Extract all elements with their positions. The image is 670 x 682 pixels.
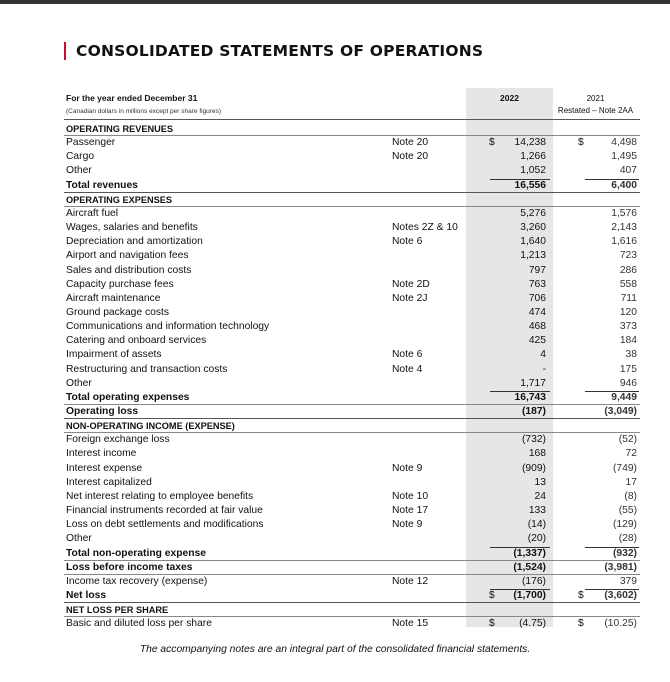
- value-2022: 1,640: [520, 236, 546, 247]
- value-2021: 286: [619, 265, 637, 276]
- table-row: [64, 292, 640, 306]
- row-note-ref: Note 20: [392, 137, 429, 148]
- value-2022: 763: [528, 279, 546, 290]
- row-label: Operating loss: [66, 406, 139, 417]
- column-header-2022: 2022: [500, 93, 519, 103]
- value-2021: 711: [620, 293, 637, 304]
- row-note-ref: Note 9: [392, 519, 423, 530]
- section-header-row: [64, 419, 640, 433]
- page-title: CONSOLIDATED STATEMENTS OF OPERATIONS: [76, 42, 484, 60]
- row-label: Restructuring and transaction costs: [66, 364, 228, 375]
- value-2022: 14,238: [514, 137, 546, 148]
- row-label: Depreciation and amortization: [66, 236, 203, 247]
- row-label: Impairment of assets: [66, 349, 162, 360]
- row-note-ref: Note 12: [392, 576, 429, 587]
- currency-symbol-2021: $: [578, 618, 584, 629]
- value-2022: 133: [528, 505, 546, 516]
- value-2022: 4: [540, 349, 546, 360]
- row-note-ref: Note 4: [392, 364, 423, 375]
- value-2022: (187): [521, 406, 546, 417]
- table-row: [64, 391, 640, 405]
- value-2021: (8): [624, 491, 637, 502]
- footer-note: The accompanying notes are an integral part of the consolidated financial statements.: [139, 644, 531, 655]
- column-header-2021-year: 2021: [586, 94, 605, 103]
- table-row: [64, 249, 640, 263]
- value-2021: (749): [612, 463, 637, 474]
- table-row: [64, 447, 640, 461]
- row-label: Net interest relating to employee benefits: [66, 491, 254, 502]
- subtotal-rule: [585, 547, 639, 548]
- row-label: Loss before income taxes: [66, 562, 193, 573]
- row-label: Capacity purchase fees: [66, 279, 174, 290]
- value-2021: 2,143: [611, 222, 637, 233]
- value-2021: 379: [619, 576, 637, 587]
- value-2022: 24: [534, 491, 546, 502]
- row-label: Foreign exchange loss: [66, 434, 170, 445]
- value-2021: 558: [619, 279, 637, 290]
- table-row: [64, 504, 640, 518]
- value-2022: (1,337): [513, 548, 546, 559]
- row-label: Basic and diluted loss per share: [66, 618, 212, 629]
- row-label: Aircraft maintenance: [66, 293, 161, 304]
- row-note-ref: Note 2J: [392, 293, 428, 304]
- top-border: [0, 0, 670, 4]
- row-rule: [64, 192, 640, 193]
- row-label: Total operating expenses: [66, 392, 190, 403]
- value-2021: 184: [619, 335, 637, 346]
- value-2021: 1,576: [611, 208, 637, 219]
- row-label: OPERATING REVENUES: [66, 124, 174, 134]
- table-row: [64, 221, 640, 235]
- table-row: [64, 547, 640, 561]
- value-2022: 474: [528, 307, 546, 318]
- value-2022: (20): [527, 533, 546, 544]
- value-2021: (10.25): [604, 618, 637, 629]
- row-label: Catering and onboard services: [66, 335, 207, 346]
- value-2022: 1,717: [520, 378, 546, 389]
- value-2022: (909): [521, 463, 546, 474]
- value-2022: 5,276: [520, 208, 546, 219]
- row-label: Income tax recovery (expense): [66, 576, 208, 587]
- section-header-row: [64, 193, 640, 207]
- row-label: NET LOSS PER SHARE: [66, 605, 169, 615]
- row-label: Interest expense: [66, 463, 143, 474]
- table-row: [64, 490, 640, 504]
- value-2021: 17: [625, 477, 637, 488]
- table-row: [64, 334, 640, 348]
- value-2022: 168: [528, 448, 546, 459]
- value-2021: (28): [618, 533, 637, 544]
- subtotal-rule: [490, 547, 550, 548]
- header-rule: [64, 119, 640, 120]
- currency-symbol-2022: $: [489, 618, 495, 629]
- row-note-ref: Note 15: [392, 618, 429, 629]
- row-note-ref: Notes 2Z & 10: [392, 222, 458, 233]
- value-2022: (732): [521, 434, 546, 445]
- subtotal-rule: [585, 391, 639, 392]
- table-row: [64, 617, 640, 631]
- value-2021: 407: [619, 165, 637, 176]
- row-label: Total non-operating expense: [66, 548, 206, 559]
- row-label: Interest capitalized: [66, 477, 152, 488]
- value-2021: (3,602): [604, 590, 637, 601]
- row-label: OPERATING EXPENSES: [66, 195, 173, 205]
- subtotal-rule: [585, 589, 639, 590]
- row-label: Financial instruments recorded at fair value: [66, 505, 263, 516]
- row-rule: [64, 602, 640, 603]
- value-2021: (55): [618, 505, 637, 516]
- value-2022: 1,213: [520, 250, 546, 261]
- row-note-ref: Note 2D: [392, 279, 430, 290]
- table-row: [64, 405, 640, 419]
- subtotal-rule: [490, 589, 550, 590]
- value-2022: -: [542, 364, 546, 375]
- title-block: [64, 41, 483, 61]
- section-header-row: [64, 122, 640, 136]
- subtotal-rule: [585, 179, 639, 180]
- row-note-ref: Note 9: [392, 463, 423, 474]
- value-2022: 16,743: [514, 392, 546, 403]
- value-2022: (176): [521, 576, 546, 587]
- value-2021: 38: [625, 349, 637, 360]
- table-row: [64, 476, 640, 490]
- currency-symbol-2022: $: [489, 137, 495, 148]
- table-row: [64, 462, 640, 476]
- row-rule: [64, 418, 640, 419]
- value-2021: (129): [612, 519, 637, 530]
- row-label: Communications and information technology: [66, 321, 270, 332]
- value-2022: (4.75): [519, 618, 546, 629]
- row-note-ref: Note 6: [392, 349, 423, 360]
- value-2022: (14): [527, 519, 546, 530]
- table-row: [64, 320, 640, 334]
- value-2022: 1,052: [520, 165, 546, 176]
- row-note-ref: Note 20: [392, 151, 429, 162]
- row-label: Total revenues: [66, 180, 138, 191]
- subtotal-rule: [490, 179, 550, 180]
- table-row: [64, 235, 640, 249]
- table-row: [64, 433, 640, 447]
- value-2021: 723: [619, 250, 637, 261]
- value-2022: 468: [528, 321, 546, 332]
- row-label: Sales and distribution costs: [66, 265, 192, 276]
- table-row: [64, 518, 640, 532]
- row-label: Net loss: [66, 590, 107, 601]
- table-row: [64, 377, 640, 391]
- row-label: Airport and navigation fees: [66, 250, 189, 261]
- row-label: Wages, salaries and benefits: [66, 222, 198, 233]
- row-label: NON-OPERATING INCOME (EXPENSE): [66, 421, 235, 431]
- row-label: Loss on debt settlements and modifications: [66, 519, 264, 530]
- value-2021: 9,449: [611, 392, 637, 403]
- units-note: (Canadian dollars in millions except per share figures): [66, 108, 221, 115]
- table-row: [64, 207, 640, 221]
- column-header-2021-restated: Restated – Note 2AA: [557, 106, 634, 115]
- value-2021: 373: [619, 321, 637, 332]
- value-2021: 72: [625, 448, 637, 459]
- table-row: [64, 561, 640, 575]
- table-row: [64, 532, 640, 546]
- table-row: [64, 179, 640, 193]
- value-2021: 1,616: [611, 236, 637, 247]
- section-header-row: [64, 603, 640, 617]
- row-note-ref: Note 10: [392, 491, 429, 502]
- table-row: [64, 164, 640, 178]
- value-2021: 6,400: [611, 180, 637, 191]
- value-2022: 13: [534, 477, 546, 488]
- table-row: [64, 150, 640, 164]
- table-row: [64, 575, 640, 589]
- value-2022: (1,700): [513, 590, 546, 601]
- table-row: [64, 306, 640, 320]
- subtotal-rule: [490, 391, 550, 392]
- table-row: [64, 136, 640, 150]
- value-2022: 797: [528, 265, 546, 276]
- value-2021: 4,498: [611, 137, 637, 148]
- value-2021: (932): [612, 548, 637, 559]
- title-accent-rule: [64, 42, 66, 60]
- value-2021: 120: [619, 307, 637, 318]
- value-2022: 1,266: [520, 151, 546, 162]
- row-label: Passenger: [66, 137, 116, 148]
- row-label: Other: [66, 378, 92, 389]
- value-2021: (3,049): [604, 406, 637, 417]
- row-note-ref: Note 6: [392, 236, 423, 247]
- row-note-ref: Note 17: [392, 505, 429, 516]
- row-label: Other: [66, 165, 92, 176]
- value-2021: (3,981): [604, 562, 637, 573]
- value-2022: 16,556: [514, 180, 546, 191]
- table-row: [64, 363, 640, 377]
- currency-symbol-2022: $: [489, 590, 495, 601]
- row-label: Aircraft fuel: [66, 208, 119, 219]
- value-2021: (52): [618, 434, 637, 445]
- value-2022: 425: [528, 335, 546, 346]
- table-row: [64, 589, 640, 603]
- value-2021: 946: [619, 378, 637, 389]
- table-row: [64, 264, 640, 278]
- table-row: [64, 348, 640, 362]
- value-2022: 3,260: [520, 222, 546, 233]
- row-label: Ground package costs: [66, 307, 170, 318]
- row-label: Interest income: [66, 448, 137, 459]
- row-label: Other: [66, 533, 92, 544]
- currency-symbol-2021: $: [578, 590, 584, 601]
- value-2021: 175: [619, 364, 637, 375]
- currency-symbol-2021: $: [578, 137, 584, 148]
- row-label: Cargo: [66, 151, 95, 162]
- table-row: [64, 278, 640, 292]
- column-header-2021: [553, 93, 638, 117]
- value-2021: 1,495: [611, 151, 637, 162]
- value-2022: (1,524): [513, 562, 546, 573]
- period-label: For the year ended December 31: [66, 93, 198, 103]
- value-2022: 706: [528, 293, 546, 304]
